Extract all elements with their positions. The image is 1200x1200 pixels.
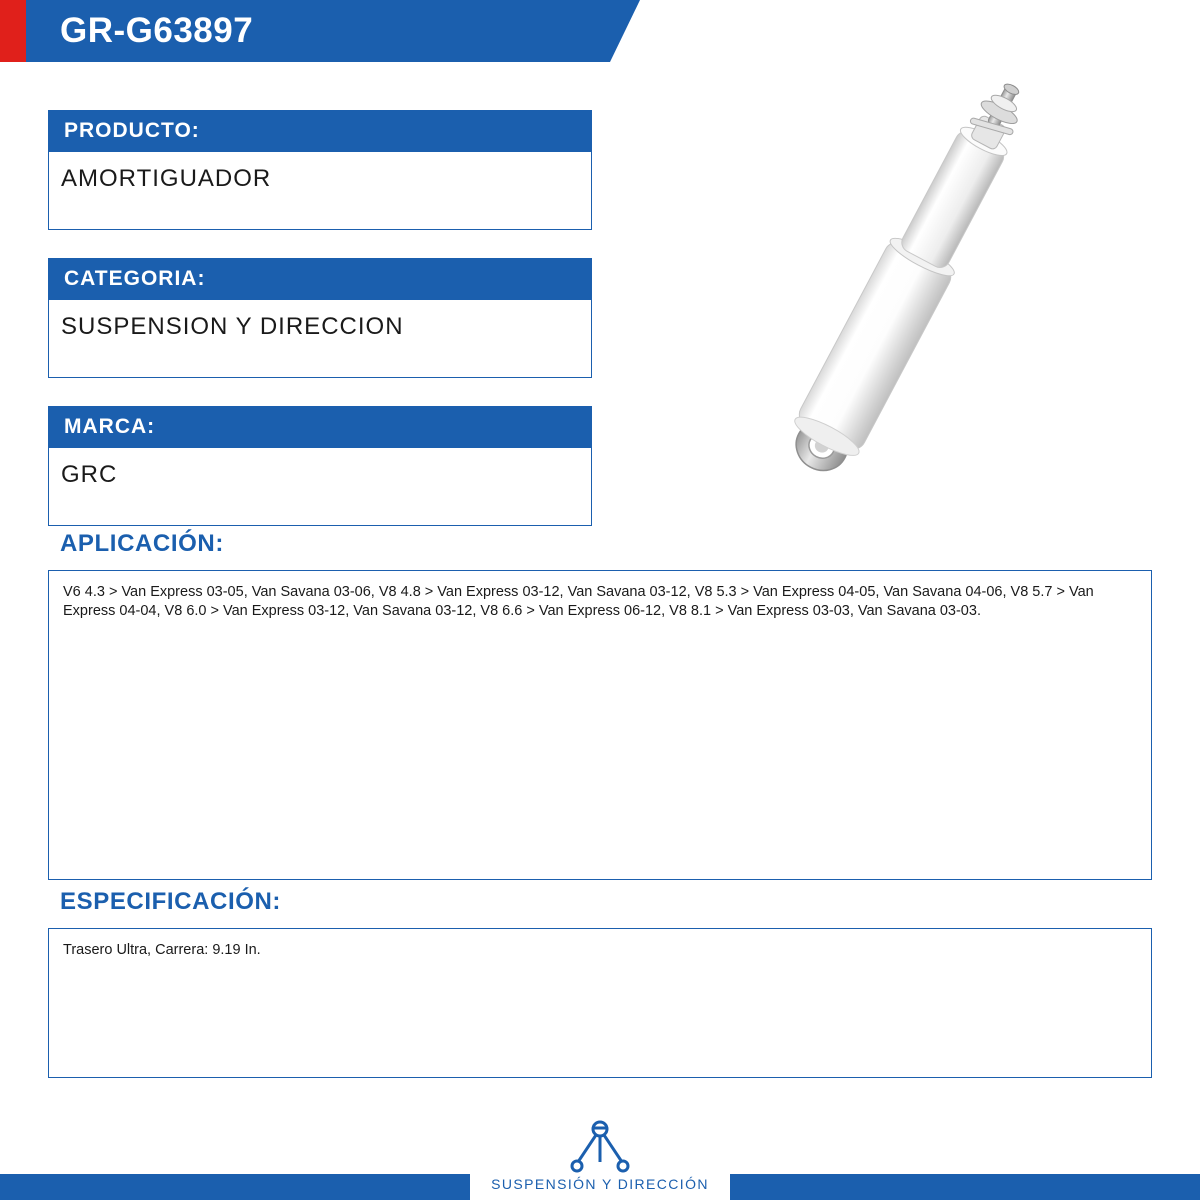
page-footer [0,1090,1200,1200]
especificacion-title: ESPECIFICACIÓN: [60,888,282,915]
field-producto-label: PRODUCTO: [48,110,592,152]
field-categoria [48,258,592,378]
especificacion-box [48,928,1152,1078]
field-producto [48,110,592,230]
field-marca-label: MARCA: [48,406,592,448]
section-especificacion [48,888,1152,1078]
field-categoria-value-box [48,300,592,378]
section-aplicacion [48,530,1152,880]
especificacion-text: Trasero Ultra, Carrera: 9.19 In. [63,942,261,958]
aplicacion-title: APLICACIÓN: [60,530,224,557]
field-producto-value-box [48,152,592,230]
field-categoria-label: CATEGORIA: [48,258,592,300]
product-image [640,30,1180,530]
footer-center [0,1118,1200,1192]
field-producto-value: AMORTIGUADOR [61,165,272,192]
aplicacion-text: V6 4.3 > Van Express 03-05, Van Savana 03-06, V8 4.8 > Van Express 03-12, Van Savana 03-12, V8 5.3 > Van Express 04-05, Van Savana 04-06, V8 5.7 > Van Express 04-04, V8 6.0 > Van Express 03-12, Van Savana 03-12, V8 6.6 > Van Express 06-12, V8 8.1 > Van Express 03-03, Van Savana 03-03. [63,584,1094,619]
field-categoria-value: SUSPENSION Y DIRECCION [61,313,404,340]
part-number-title: GR-G63897 [60,11,254,50]
header-red-accent [0,0,26,62]
control-arm-icon [564,1118,636,1174]
field-marca-value-box [48,448,592,526]
aplicacion-box [48,570,1152,880]
field-marca [48,406,592,526]
field-marca-value: GRC [61,461,118,488]
footer-text: SUSPENSIÓN Y DIRECCIÓN [491,1176,709,1192]
